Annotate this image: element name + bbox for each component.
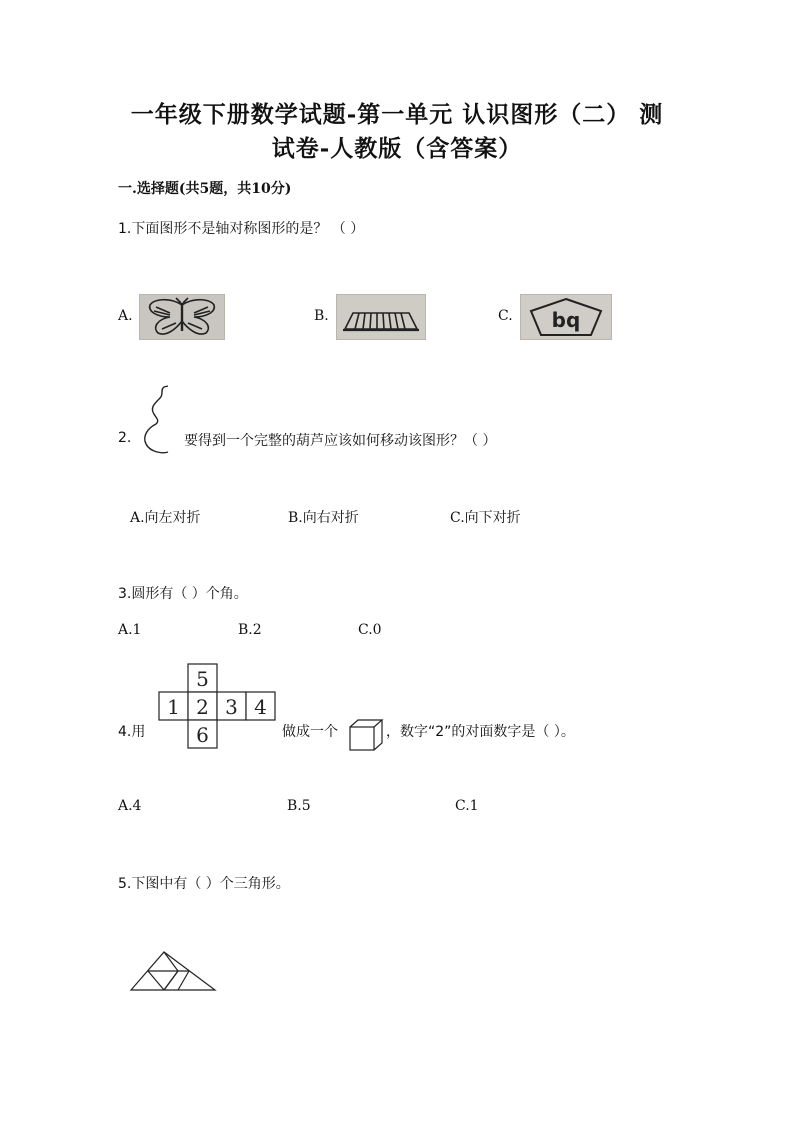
section-heading: 一.选择题(共5题，共10分) (118, 181, 292, 197)
q4-option-b: B.5 (287, 798, 311, 814)
q3-option-c: C.0 (358, 622, 382, 638)
triangles-figure (128, 946, 218, 994)
question-4-prefix: 4.用 (118, 724, 146, 740)
net-face-1: 1 (167, 695, 180, 719)
question-4-middle: 做成一个 (282, 724, 338, 740)
net-face-3: 3 (225, 695, 238, 719)
half-gourd-figure (140, 384, 180, 456)
question-2-text: 要得到一个完整的葫芦应该如何移动该图形？（ ） (184, 433, 497, 449)
question-4-suffix: ，数字“2”的对面数字是（ ）。 (386, 724, 575, 740)
q4-option-a: A.4 (118, 798, 142, 814)
broom-image (336, 294, 426, 340)
butterfly-image (139, 294, 225, 340)
cube-icon (348, 718, 384, 752)
question-3-text: 3.圆形有（ ）个角。 (118, 586, 248, 602)
question-1-text: 1.下面图形不是轴对称图形的是？ （ ） (118, 221, 365, 237)
q1-option-a-label: A. (118, 308, 133, 324)
net-face-2: 2 (196, 695, 209, 719)
net-face-4: 4 (254, 695, 267, 719)
question-2-number: 2. (118, 430, 132, 446)
question-5-text: 5.下图中有（ ）个三角形。 (118, 876, 290, 892)
page-title-line2: 试卷-人教版（含答案） (271, 135, 523, 162)
q2-option-b: B.向右对折 (288, 510, 359, 526)
net-face-bottom: 6 (196, 723, 209, 747)
q1-option-b-label: B. (314, 308, 329, 324)
net-face-top: 5 (196, 667, 209, 691)
page-title-line1: 一年级下册数学试题-第一单元 认识图形（二） 测 (130, 101, 664, 128)
q2-option-c: C.向下对折 (450, 510, 521, 526)
pentagon-letters: bq (551, 308, 581, 332)
q4-option-c: C.1 (455, 798, 479, 814)
q3-option-a: A.1 (118, 622, 142, 638)
cube-net-figure (158, 662, 276, 752)
q2-option-a: A.向左对折 (130, 510, 201, 526)
pentagon-bq-image (520, 294, 612, 340)
q3-option-b: B.2 (238, 622, 262, 638)
q1-option-c-label: C. (498, 308, 513, 324)
